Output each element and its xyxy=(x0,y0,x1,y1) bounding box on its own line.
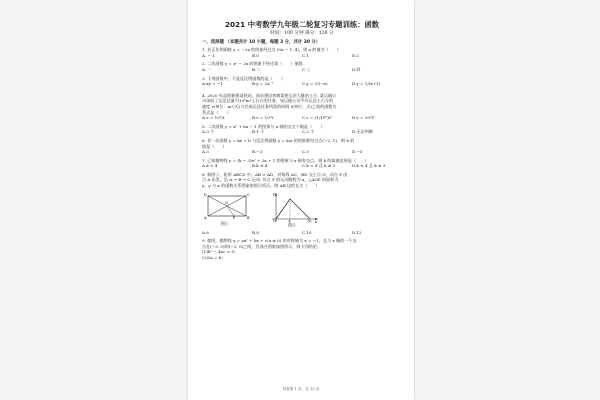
section-heading: 一、选择题 （本题共计 10 小题，每题 3 分，共计 30 分） xyxy=(202,39,321,45)
label-4: 4 xyxy=(288,219,291,224)
question-9-line: (1)b² − 4ac > 0； xyxy=(202,249,239,255)
question-4-line: 系式是（ ） xyxy=(202,109,231,115)
figure-1-rectangle xyxy=(203,193,250,226)
question-2-options xyxy=(202,67,402,73)
option-a: A.k < 4 xyxy=(202,163,218,169)
option-c: C.k < 4 且 k ≠ 3 xyxy=(302,163,336,169)
y-axis-arrow xyxy=(275,193,277,196)
question-8-line: y，y 与 x 的函数关系图象如图②所示，则 AB 边的长为（ ） xyxy=(202,183,320,189)
figures-svg xyxy=(202,191,402,227)
question-2-stem: 2. 二次函数 y = x² − 2x 的图象不经过第（ ）象限. xyxy=(202,61,304,67)
option-c: C.1 xyxy=(302,52,309,58)
option-d: D.−5 xyxy=(352,149,363,155)
function-curve xyxy=(276,199,310,219)
option-c: C.10 xyxy=(302,229,312,235)
question-6-options xyxy=(202,149,402,155)
label-origin: O xyxy=(273,218,276,223)
question-3-stem: 3. 下列函数中，不是反比例函数的是（ ） xyxy=(202,75,285,81)
figure-1-caption: 图① xyxy=(221,220,229,226)
question-8-options xyxy=(202,230,402,236)
option-d: D.y = 1/(x+1) xyxy=(352,81,381,87)
question-5-options xyxy=(202,129,402,135)
page-content xyxy=(188,0,414,261)
option-c: C.2 个 xyxy=(302,129,315,135)
question-3-options xyxy=(202,81,402,87)
option-a: A.6 xyxy=(202,229,209,235)
page-title: 2021 中考数学九年级二轮复习专题训练：函数 xyxy=(224,20,380,29)
question-5-stem: 5. 二次函数 y = x² + bx − 1 的图象与 x 轴的交点个数是（ ） xyxy=(202,123,325,129)
option-b: B.8 xyxy=(252,229,259,235)
option-c: C.v = (1/10⁶)t² xyxy=(302,115,332,121)
label-x: x xyxy=(315,219,317,224)
option-a: A. − 1 xyxy=(202,52,215,58)
option-a: A. 一 xyxy=(202,66,212,72)
label-p: P xyxy=(233,215,236,220)
question-8-line: 点 A 出发，沿 A → B → C 运动. 设点 P 的运动路程为 x，△AOP 的面积为 xyxy=(202,177,339,183)
question-4-line: 4. 2020 年益阳新建高铁站，该站建设初期需要运送大量的土方. 某运输公 xyxy=(202,92,337,98)
question-1-stem: 1. 若正比例函数 y = −2x 的图象经过点 (0a − 1, 4)，则 a 的值为（ ） xyxy=(202,47,341,53)
option-d: D.无法判断 xyxy=(352,129,373,135)
option-a: A.v = 10⁶/t xyxy=(202,115,225,121)
option-d: D.2 xyxy=(352,52,360,58)
option-d: D.四 xyxy=(352,66,361,72)
question-4-line: 司承担了运送总量为10⁶m³土石方的任务，该运输公司平均运送土石方的 xyxy=(202,98,334,104)
question-9-line: (2)2a = b； xyxy=(202,255,226,261)
question-7-options xyxy=(202,163,402,169)
segment-op xyxy=(227,206,234,216)
option-a: A.0 个 xyxy=(202,129,215,135)
option-b: B.k ≤ 4 xyxy=(252,163,268,169)
question-1-options xyxy=(202,53,402,59)
option-b: B.0 xyxy=(252,52,259,58)
page-footer: 试卷第 1 页，总 12 页 xyxy=(282,387,320,391)
question-9-line: 9. 如图，抛物线 y = ax² + bx + c(a ≠ 0) 的对称轴为 x = −1，且与 x 轴的一个交 xyxy=(202,238,357,244)
figure-2-caption: 图② xyxy=(288,222,296,227)
label-o: O xyxy=(225,200,228,205)
option-a: A.xy = −1 xyxy=(202,81,223,87)
label-a: A xyxy=(204,215,207,220)
option-b: B.二 xyxy=(252,66,261,72)
question-9-line: 点在(−3, 0)和(−2, 0)之间，其部分图象如图所示，则下列结论： xyxy=(202,243,321,249)
question-8-figures xyxy=(202,191,402,227)
option-b: B.y = 2x⁻¹ xyxy=(252,81,274,87)
option-d: D.k ≤ 4 且 k ≠ 3 xyxy=(352,163,386,169)
label-c: C xyxy=(247,192,250,197)
option-b: B.v = 10⁶t xyxy=(252,115,274,121)
option-c: C.三 xyxy=(302,66,311,72)
exam-meta: 时间：100 分钟 满分：120 分 xyxy=(270,31,334,36)
label-10: 10 xyxy=(307,219,312,224)
question-8-line: 8. 如图①，矩形 ABCD 中，AB > AD，对角线 AC、BD 交于点 O，动点 P 由 xyxy=(202,171,348,177)
question-7-stem: 7. 已知抛物线 y = (k − 3)x² + 2x + 1 的图象与 x 轴有交点，则 k 的取值范围是（ ） xyxy=(202,157,369,163)
question-6-line: 6. 若一次函数 y = kx + b 与反比例函数 y = k/x 的图象都经过点(−2, 1)，则 b 的 xyxy=(202,137,355,143)
option-d: D.12 xyxy=(352,229,362,235)
question-6-line: 值是（ ） xyxy=(202,143,227,149)
label-y: y xyxy=(273,191,275,196)
label-d: D xyxy=(204,192,207,197)
figure-2-graph xyxy=(272,192,318,227)
document-page xyxy=(188,0,414,400)
option-c: C.5 xyxy=(302,149,309,155)
question-4-options xyxy=(202,115,402,121)
option-c: C.y = 2/(−x) xyxy=(302,81,328,87)
option-a: A.3 xyxy=(202,149,209,155)
option-b: B.1 个 xyxy=(252,129,265,135)
option-b: B.−3 xyxy=(252,149,263,155)
question-4-line: 速度 v(单位：m³/天)与完成运送任务所需的时间 t(单位：天)之间的函数关 xyxy=(202,103,337,109)
option-d: D.v = 10⁶t² xyxy=(352,115,375,121)
label-b: B xyxy=(247,215,250,220)
